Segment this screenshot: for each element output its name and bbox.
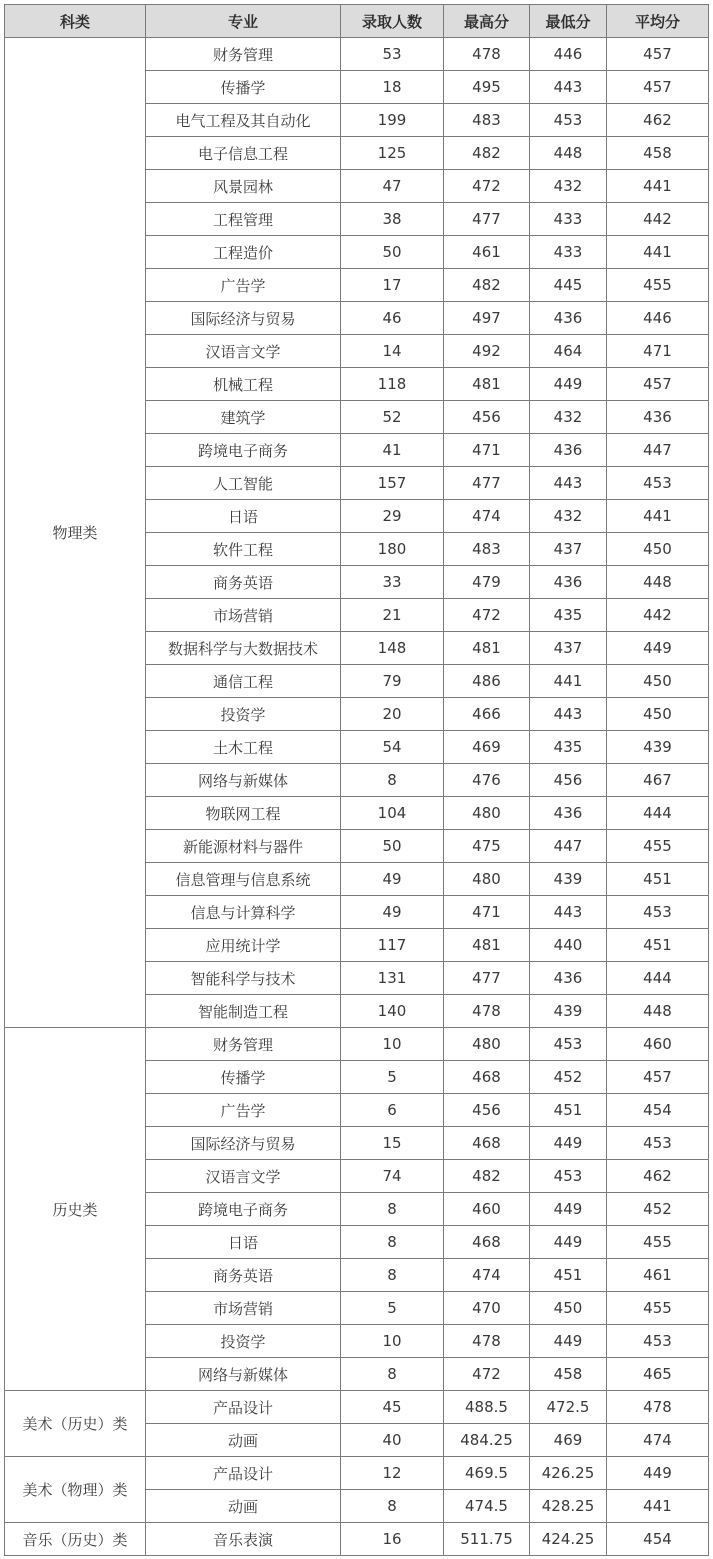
avg-score-cell: 449: [607, 1457, 709, 1490]
avg-score-cell: 436: [607, 401, 709, 434]
major-cell: 商务英语: [146, 566, 341, 599]
major-cell: 数据科学与大数据技术: [146, 632, 341, 665]
admitted-count-cell: 117: [341, 929, 444, 962]
admitted-count-cell: 79: [341, 665, 444, 698]
max-score-cell: 480: [444, 797, 530, 830]
major-cell: 电气工程及其自动化: [146, 104, 341, 137]
min-score-cell: 449: [530, 1193, 607, 1226]
major-cell: 传播学: [146, 1061, 341, 1094]
admitted-count-cell: 5: [341, 1292, 444, 1325]
max-score-cell: 472: [444, 170, 530, 203]
min-score-cell: 451: [530, 1094, 607, 1127]
max-score-cell: 469.5: [444, 1457, 530, 1490]
avg-score-cell: 442: [607, 599, 709, 632]
max-score-cell: 477: [444, 467, 530, 500]
major-cell: 动画: [146, 1490, 341, 1523]
major-cell: 汉语言文学: [146, 335, 341, 368]
table-row: [5, 1028, 709, 1061]
max-score-cell: 479: [444, 566, 530, 599]
min-score-cell: 450: [530, 1292, 607, 1325]
major-cell: 机械工程: [146, 368, 341, 401]
admitted-count-cell: 8: [341, 1358, 444, 1391]
admitted-count-cell: 45: [341, 1391, 444, 1424]
max-score-cell: 471: [444, 434, 530, 467]
min-score-cell: 436: [530, 797, 607, 830]
max-score-cell: 477: [444, 203, 530, 236]
admitted-count-cell: 20: [341, 698, 444, 731]
major-cell: 软件工程: [146, 533, 341, 566]
avg-score-cell: 462: [607, 1160, 709, 1193]
avg-score-cell: 446: [607, 302, 709, 335]
admitted-count-cell: 8: [341, 1490, 444, 1523]
avg-score-cell: 441: [607, 500, 709, 533]
min-score-cell: 433: [530, 236, 607, 269]
admitted-count-cell: 33: [341, 566, 444, 599]
major-cell: 人工智能: [146, 467, 341, 500]
admitted-count-cell: 131: [341, 962, 444, 995]
admitted-count-cell: 46: [341, 302, 444, 335]
min-score-cell: 441: [530, 665, 607, 698]
category-cell: 历史类: [5, 1028, 146, 1391]
max-score-cell: 478: [444, 1325, 530, 1358]
max-score-cell: 474: [444, 1259, 530, 1292]
admitted-count-cell: 8: [341, 1193, 444, 1226]
major-cell: 财务管理: [146, 1028, 341, 1061]
min-score-cell: 439: [530, 995, 607, 1028]
major-cell: 建筑学: [146, 401, 341, 434]
min-score-cell: 432: [530, 500, 607, 533]
admitted-count-cell: 54: [341, 731, 444, 764]
admitted-count-cell: 74: [341, 1160, 444, 1193]
min-score-cell: 443: [530, 71, 607, 104]
min-score-cell: 439: [530, 863, 607, 896]
admitted-count-cell: 8: [341, 1226, 444, 1259]
min-score-cell: 432: [530, 401, 607, 434]
major-cell: 跨境电子商务: [146, 1193, 341, 1226]
min-score-cell: 445: [530, 269, 607, 302]
major-cell: 电子信息工程: [146, 137, 341, 170]
avg-score-cell: 444: [607, 797, 709, 830]
major-cell: 信息管理与信息系统: [146, 863, 341, 896]
max-score-cell: 482: [444, 269, 530, 302]
major-cell: 传播学: [146, 71, 341, 104]
max-score-cell: 478: [444, 38, 530, 71]
header-avg-score: 平均分: [607, 5, 709, 38]
table-row: [5, 1391, 709, 1424]
major-cell: 网络与新媒体: [146, 1358, 341, 1391]
admitted-count-cell: 118: [341, 368, 444, 401]
min-score-cell: 443: [530, 896, 607, 929]
admitted-count-cell: 50: [341, 236, 444, 269]
min-score-cell: 428.25: [530, 1490, 607, 1523]
max-score-cell: 470: [444, 1292, 530, 1325]
admitted-count-cell: 49: [341, 863, 444, 896]
min-score-cell: 424.25: [530, 1523, 607, 1556]
admitted-count-cell: 5: [341, 1061, 444, 1094]
avg-score-cell: 442: [607, 203, 709, 236]
min-score-cell: 446: [530, 38, 607, 71]
major-cell: 商务英语: [146, 1259, 341, 1292]
admitted-count-cell: 104: [341, 797, 444, 830]
max-score-cell: 480: [444, 1028, 530, 1061]
avg-score-cell: 439: [607, 731, 709, 764]
min-score-cell: 451: [530, 1259, 607, 1292]
major-cell: 日语: [146, 1226, 341, 1259]
admitted-count-cell: 41: [341, 434, 444, 467]
admitted-count-cell: 14: [341, 335, 444, 368]
avg-score-cell: 451: [607, 863, 709, 896]
min-score-cell: 436: [530, 566, 607, 599]
admitted-count-cell: 125: [341, 137, 444, 170]
min-score-cell: 447: [530, 830, 607, 863]
min-score-cell: 440: [530, 929, 607, 962]
avg-score-cell: 455: [607, 1226, 709, 1259]
max-score-cell: 475: [444, 830, 530, 863]
admitted-count-cell: 29: [341, 500, 444, 533]
min-score-cell: 453: [530, 1160, 607, 1193]
major-cell: 汉语言文学: [146, 1160, 341, 1193]
min-score-cell: 436: [530, 434, 607, 467]
max-score-cell: 482: [444, 137, 530, 170]
admitted-count-cell: 8: [341, 764, 444, 797]
category-cell: 美术（历史）类: [5, 1391, 146, 1457]
min-score-cell: 456: [530, 764, 607, 797]
min-score-cell: 443: [530, 467, 607, 500]
avg-score-cell: 453: [607, 1127, 709, 1160]
admitted-count-cell: 6: [341, 1094, 444, 1127]
admitted-count-cell: 47: [341, 170, 444, 203]
min-score-cell: 435: [530, 731, 607, 764]
major-cell: 财务管理: [146, 38, 341, 71]
admission-scores-table: [4, 4, 709, 1556]
max-score-cell: 480: [444, 863, 530, 896]
major-cell: 工程管理: [146, 203, 341, 236]
avg-score-cell: 455: [607, 269, 709, 302]
max-score-cell: 482: [444, 1160, 530, 1193]
category-cell: 音乐（历史）类: [5, 1523, 146, 1556]
min-score-cell: 436: [530, 962, 607, 995]
major-cell: 新能源材料与器件: [146, 830, 341, 863]
header-min-score: 最低分: [530, 5, 607, 38]
min-score-cell: 452: [530, 1061, 607, 1094]
major-cell: 日语: [146, 500, 341, 533]
min-score-cell: 453: [530, 1028, 607, 1061]
avg-score-cell: 453: [607, 467, 709, 500]
max-score-cell: 477: [444, 962, 530, 995]
avg-score-cell: 448: [607, 995, 709, 1028]
avg-score-cell: 474: [607, 1424, 709, 1457]
major-cell: 广告学: [146, 269, 341, 302]
max-score-cell: 484.25: [444, 1424, 530, 1457]
avg-score-cell: 450: [607, 533, 709, 566]
admitted-count-cell: 12: [341, 1457, 444, 1490]
min-score-cell: 453: [530, 104, 607, 137]
major-cell: 智能科学与技术: [146, 962, 341, 995]
major-cell: 投资学: [146, 1325, 341, 1358]
avg-score-cell: 444: [607, 962, 709, 995]
max-score-cell: 495: [444, 71, 530, 104]
max-score-cell: 476: [444, 764, 530, 797]
major-cell: 市场营销: [146, 1292, 341, 1325]
avg-score-cell: 471: [607, 335, 709, 368]
min-score-cell: 472.5: [530, 1391, 607, 1424]
major-cell: 投资学: [146, 698, 341, 731]
max-score-cell: 483: [444, 104, 530, 137]
max-score-cell: 486: [444, 665, 530, 698]
major-cell: 应用统计学: [146, 929, 341, 962]
min-score-cell: 437: [530, 632, 607, 665]
min-score-cell: 448: [530, 137, 607, 170]
max-score-cell: 469: [444, 731, 530, 764]
admitted-count-cell: 40: [341, 1424, 444, 1457]
min-score-cell: 469: [530, 1424, 607, 1457]
avg-score-cell: 465: [607, 1358, 709, 1391]
min-score-cell: 464: [530, 335, 607, 368]
major-cell: 信息与计算科学: [146, 896, 341, 929]
avg-score-cell: 454: [607, 1523, 709, 1556]
admitted-count-cell: 199: [341, 104, 444, 137]
admitted-count-cell: 52: [341, 401, 444, 434]
max-score-cell: 511.75: [444, 1523, 530, 1556]
max-score-cell: 468: [444, 1127, 530, 1160]
major-cell: 产品设计: [146, 1391, 341, 1424]
avg-score-cell: 448: [607, 566, 709, 599]
max-score-cell: 456: [444, 401, 530, 434]
avg-score-cell: 455: [607, 830, 709, 863]
major-cell: 动画: [146, 1424, 341, 1457]
admitted-count-cell: 53: [341, 38, 444, 71]
major-cell: 物联网工程: [146, 797, 341, 830]
avg-score-cell: 449: [607, 632, 709, 665]
admitted-count-cell: 8: [341, 1259, 444, 1292]
admitted-count-cell: 16: [341, 1523, 444, 1556]
category-cell: 物理类: [5, 38, 146, 1028]
min-score-cell: 449: [530, 1325, 607, 1358]
avg-score-cell: 441: [607, 170, 709, 203]
max-score-cell: 492: [444, 335, 530, 368]
avg-score-cell: 452: [607, 1193, 709, 1226]
max-score-cell: 478: [444, 995, 530, 1028]
admitted-count-cell: 18: [341, 71, 444, 104]
max-score-cell: 460: [444, 1193, 530, 1226]
avg-score-cell: 460: [607, 1028, 709, 1061]
table-row: [5, 1457, 709, 1490]
avg-score-cell: 453: [607, 896, 709, 929]
min-score-cell: 436: [530, 302, 607, 335]
table-body: [5, 38, 709, 1556]
max-score-cell: 468: [444, 1061, 530, 1094]
admitted-count-cell: 157: [341, 467, 444, 500]
min-score-cell: 458: [530, 1358, 607, 1391]
avg-score-cell: 441: [607, 1490, 709, 1523]
avg-score-cell: 478: [607, 1391, 709, 1424]
min-score-cell: 432: [530, 170, 607, 203]
min-score-cell: 435: [530, 599, 607, 632]
major-cell: 网络与新媒体: [146, 764, 341, 797]
avg-score-cell: 455: [607, 1292, 709, 1325]
admitted-count-cell: 15: [341, 1127, 444, 1160]
avg-score-cell: 450: [607, 665, 709, 698]
max-score-cell: 466: [444, 698, 530, 731]
major-cell: 国际经济与贸易: [146, 302, 341, 335]
table-header-row: [5, 5, 709, 38]
admitted-count-cell: 50: [341, 830, 444, 863]
table-row: [5, 1523, 709, 1556]
admitted-count-cell: 49: [341, 896, 444, 929]
avg-score-cell: 441: [607, 236, 709, 269]
admitted-count-cell: 38: [341, 203, 444, 236]
major-cell: 市场营销: [146, 599, 341, 632]
avg-score-cell: 462: [607, 104, 709, 137]
avg-score-cell: 454: [607, 1094, 709, 1127]
admitted-count-cell: 180: [341, 533, 444, 566]
max-score-cell: 468: [444, 1226, 530, 1259]
max-score-cell: 471: [444, 896, 530, 929]
major-cell: 风景园林: [146, 170, 341, 203]
admitted-count-cell: 17: [341, 269, 444, 302]
header-admitted-count: 录取人数: [341, 5, 444, 38]
avg-score-cell: 451: [607, 929, 709, 962]
avg-score-cell: 467: [607, 764, 709, 797]
min-score-cell: 426.25: [530, 1457, 607, 1490]
max-score-cell: 474: [444, 500, 530, 533]
max-score-cell: 461: [444, 236, 530, 269]
category-cell: 美术（物理）类: [5, 1457, 146, 1523]
header-major: 专业: [146, 5, 341, 38]
min-score-cell: 449: [530, 1127, 607, 1160]
min-score-cell: 449: [530, 368, 607, 401]
major-cell: 跨境电子商务: [146, 434, 341, 467]
max-score-cell: 483: [444, 533, 530, 566]
max-score-cell: 488.5: [444, 1391, 530, 1424]
max-score-cell: 472: [444, 1358, 530, 1391]
major-cell: 音乐表演: [146, 1523, 341, 1556]
min-score-cell: 449: [530, 1226, 607, 1259]
min-score-cell: 433: [530, 203, 607, 236]
header-category: 科类: [5, 5, 146, 38]
avg-score-cell: 450: [607, 698, 709, 731]
major-cell: 通信工程: [146, 665, 341, 698]
admitted-count-cell: 140: [341, 995, 444, 1028]
admitted-count-cell: 10: [341, 1325, 444, 1358]
min-score-cell: 443: [530, 698, 607, 731]
max-score-cell: 472: [444, 599, 530, 632]
major-cell: 工程造价: [146, 236, 341, 269]
admitted-count-cell: 10: [341, 1028, 444, 1061]
max-score-cell: 481: [444, 632, 530, 665]
header-max-score: 最高分: [444, 5, 530, 38]
major-cell: 国际经济与贸易: [146, 1127, 341, 1160]
admitted-count-cell: 21: [341, 599, 444, 632]
avg-score-cell: 458: [607, 137, 709, 170]
max-score-cell: 481: [444, 929, 530, 962]
major-cell: 土木工程: [146, 731, 341, 764]
avg-score-cell: 461: [607, 1259, 709, 1292]
avg-score-cell: 453: [607, 1325, 709, 1358]
avg-score-cell: 457: [607, 71, 709, 104]
admitted-count-cell: 148: [341, 632, 444, 665]
max-score-cell: 456: [444, 1094, 530, 1127]
avg-score-cell: 447: [607, 434, 709, 467]
avg-score-cell: 457: [607, 1061, 709, 1094]
major-cell: 智能制造工程: [146, 995, 341, 1028]
max-score-cell: 474.5: [444, 1490, 530, 1523]
major-cell: 广告学: [146, 1094, 341, 1127]
max-score-cell: 497: [444, 302, 530, 335]
table-row: [5, 38, 709, 71]
major-cell: 产品设计: [146, 1457, 341, 1490]
min-score-cell: 437: [530, 533, 607, 566]
max-score-cell: 481: [444, 368, 530, 401]
avg-score-cell: 457: [607, 38, 709, 71]
avg-score-cell: 457: [607, 368, 709, 401]
